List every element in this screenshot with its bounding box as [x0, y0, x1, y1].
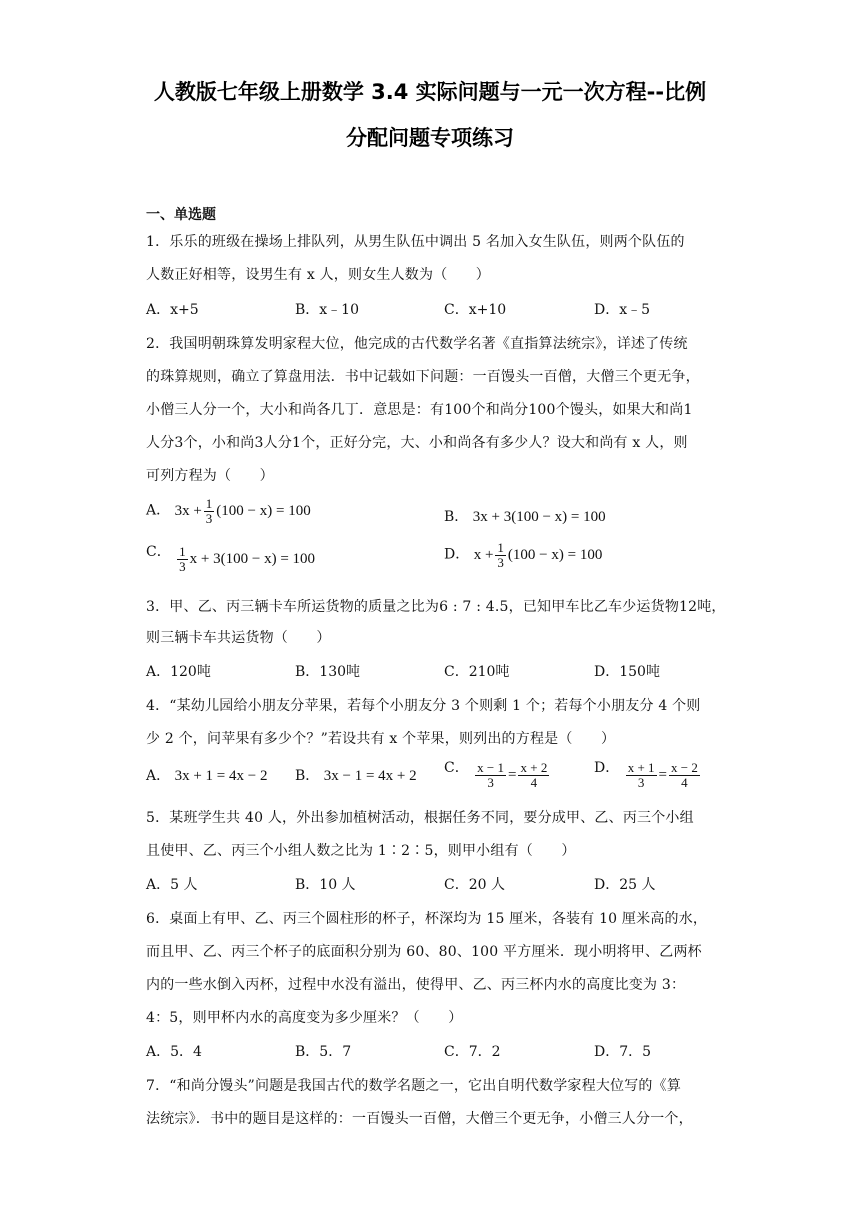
fraction: $\frac{1}{3}$	[497, 540, 504, 570]
question-3-option-d: D．150吨	[594, 664, 660, 680]
equation: 3x + 1 = 4x − 2	[174, 768, 268, 784]
question-6-option-c: C．7．2	[444, 1044, 501, 1060]
question-3-text-line2: 则三辆卡车共运货物（ ）	[146, 630, 331, 646]
equation: 3x + $\frac{1}{3}$ (100 − x) = 100	[174, 496, 311, 526]
fraction: $\frac{x + 2}{4}$	[520, 760, 548, 790]
fraction: $\frac{x - 2}{4}$	[671, 760, 698, 790]
question-1-text-line2: 人数正好相等，设男生有 x 人，则女生人数为（ ）	[146, 267, 490, 283]
question-3-option-b: B．130吨	[295, 664, 361, 680]
question-7-text-line2: 法统宗》．书中的题目是这样的：一百馒头一百僧，大僧三个更无争，小僧三人分一个，	[146, 1111, 693, 1127]
question-3-text-line1: 3．甲、乙、丙三辆卡车所运货物的质量之比为6 : 7 : 4.5，已知甲车比乙车少运货物12吨，	[146, 599, 726, 615]
question-6-text-line3: 内的一些水倒入丙杯，过程中水没有溢出，使得甲、乙、丙三杯内水的高度比变为 3：	[146, 977, 686, 993]
fraction: $\frac{x + 1}{3}$	[627, 760, 655, 790]
question-1-option-b: B．x﹣10	[295, 302, 359, 318]
question-6-text-line4: 4：5，则甲杯内水的高度变为多少厘米？（ ）	[146, 1010, 463, 1026]
question-2-text-line5: 可列方程为（ ）	[146, 468, 274, 484]
question-6-option-b: B．5．7	[295, 1044, 352, 1060]
question-6-option-d: D．7．5	[594, 1044, 652, 1060]
equation: $\frac{1}{3}$ x + 3(100 − x) = 100	[179, 544, 316, 574]
question-1-option-c: C．x+10	[444, 302, 507, 318]
document-title-line2: 分配问题专项练习	[346, 126, 514, 150]
question-6-option-a: A．5．4	[146, 1044, 202, 1060]
equation: 3x + 3(100 − x) = 100	[472, 509, 606, 525]
question-2-option-b: B． 3x + 3(100 − x) = 100	[444, 509, 606, 525]
question-7-text-line1: 7．“和尚分馒头”问题是我国古代的数学名题之一，它出自明代数学家程大位写的《算	[146, 1078, 682, 1094]
question-2-text-line2: 的珠算规则，确立了算盘用法．书中记载如下问题：一百馒头一百僧，大僧三个更无争，	[146, 369, 700, 385]
question-3-option-a: A．120吨	[146, 664, 211, 680]
equation: x + $\frac{1}{3}$ (100 − x) = 100	[473, 540, 603, 570]
question-2-text-line1: 2．我国明朝珠算发明家程大位，他完成的古代数学名著《直指算法统宗》，详述了传统	[146, 336, 688, 352]
question-1-option-a: A．x+5	[146, 302, 199, 318]
question-5-text-line2: 且使甲、乙、丙三个小组人数之比为 1∶2∶5，则甲小组有（ ）	[146, 843, 576, 859]
question-5-option-b: B．10 人	[295, 877, 356, 893]
fraction: $\frac{1}{3}$	[205, 496, 213, 526]
question-4-option-c: C． $\frac{x - 1}{3}$ = $\frac{x + 2}{4}$	[444, 757, 551, 789]
question-4-option-a: A． 3x + 1 = 4x − 2	[146, 768, 268, 784]
question-3-option-c: C．210吨	[444, 664, 510, 680]
question-2-option-c: C． $\frac{1}{3}$ x + 3(100 − x) = 100	[146, 544, 316, 574]
question-2-text-line4: 人分3个，小和尚3人分1个，正好分完，大、小和尚各有多少人？设大和尚有 x 人，则	[146, 435, 688, 451]
fraction: $\frac{x - 1}{3}$	[477, 760, 505, 790]
question-6-text-line2: 而且甲、乙、丙三个杯子的底面积分别为 60、80、100 平方厘米．现小明将甲、乙两杯	[146, 944, 702, 960]
question-2-text-line3: 小僧三人分一个，大小和尚各几丁．意思是：有100个和尚分100个馒头，如果大和尚1	[146, 402, 693, 418]
question-5-text-line1: 5．某班学生共 40 人，外出参加植树活动，根据任务不同，要分成甲、乙、丙三个小组	[146, 810, 694, 826]
question-1-option-d: D．x﹣5	[594, 302, 651, 318]
fraction: $\frac{1}{3}$	[179, 544, 186, 574]
question-5-option-d: D．25 人	[594, 877, 656, 893]
question-4-option-b: B． 3x − 1 = 4x + 2	[295, 768, 417, 784]
equation: $\frac{x + 1}{3}$ = $\frac{x - 2}{4}$	[627, 760, 698, 790]
question-5-option-a: A．5 人	[146, 877, 198, 893]
section-heading: 一、单选题	[146, 207, 216, 223]
question-1-text-line1: 1．乐乐的班级在操场上排队列，从男生队伍中调出 5 名加入女生队伍，则两个队伍的	[146, 234, 685, 250]
question-4-text-line1: 4．“某幼儿园给小朋友分苹果，若每个小朋友分 3 个则剩 1 个；若每个小朋友分 4 个则	[146, 698, 701, 714]
equation: 3x − 1 = 4x + 2	[323, 768, 417, 784]
question-2-option-d: D． x + $\frac{1}{3}$ (100 − x) = 100	[444, 540, 603, 570]
question-2-option-a: A． 3x + $\frac{1}{3}$ (100 − x) = 100	[146, 496, 311, 526]
document-title-line1: 人教版七年级上册数学 3.4 实际问题与一元一次方程--比例	[153, 80, 707, 104]
question-6-text-line1: 6．桌面上有甲、乙、丙三个圆柱形的杯子，杯深均为 15 厘米，各装有 10 厘米高的水，	[146, 911, 708, 927]
question-4-option-d: D． $\frac{x + 1}{3}$ = $\frac{x - 2}{4}$	[594, 757, 702, 789]
equation: $\frac{x - 1}{3}$ = $\frac{x + 2}{4}$	[477, 760, 548, 790]
question-4-text-line2: 少 2 个，问苹果有多少个？”若设共有 x 个苹果，则列出的方程是（ ）	[146, 731, 616, 747]
question-5-option-c: C．20 人	[444, 877, 505, 893]
